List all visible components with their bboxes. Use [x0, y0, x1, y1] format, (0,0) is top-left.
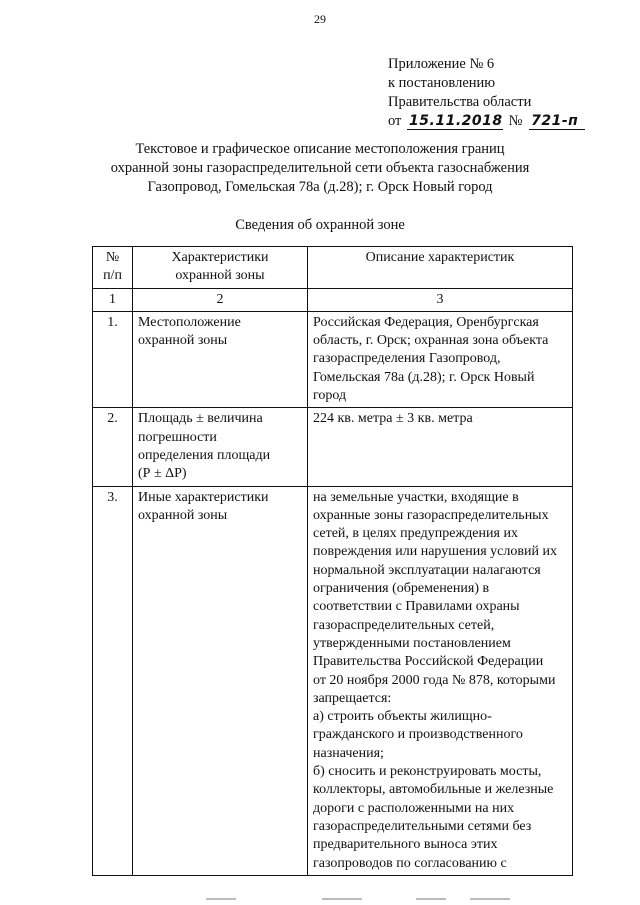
column-number-row [93, 288, 573, 311]
text-line: охранной зоны [138, 507, 228, 523]
header-description: Описание характеристик [308, 247, 573, 289]
scan-mark [206, 898, 236, 900]
text-line: Российская Федерация, Оренбургская [313, 314, 539, 330]
scan-mark [322, 898, 362, 900]
text-line: газораспределительными сетями без [313, 818, 532, 834]
text-line: погрешности [138, 429, 217, 445]
scan-mark [470, 898, 510, 900]
text-line: город [313, 388, 347, 404]
text-line: газопроводов по согласованию с [313, 855, 507, 871]
col-number-3: 3 [308, 288, 573, 311]
text-line: область, г. Орск; охранная зона объекта [313, 333, 549, 349]
header-characteristics [133, 247, 308, 289]
text-line: а) строить объекты жилищно- [313, 709, 492, 725]
table-row [93, 408, 573, 486]
header-char-line-2: охранной зоны [175, 268, 265, 284]
text-line: Местоположение [138, 314, 241, 330]
handwritten-number: 721-п [529, 113, 585, 130]
text-line: запрещается: [313, 690, 392, 706]
text-line: Иные характеристики [138, 489, 269, 505]
text-line: б) сносить и реконструировать мосты, [313, 764, 542, 780]
row-characteristic [133, 486, 308, 875]
text-line: гражданского и производственного [313, 727, 523, 743]
appendix-line-2: к постановлению [388, 75, 496, 91]
date-prefix: от [388, 113, 402, 129]
row-num: 2. [93, 408, 133, 486]
row-num: 1. [93, 311, 133, 407]
text-line: дороги с расположенными на них [313, 800, 515, 816]
appendix-date-line [388, 112, 585, 131]
text-line: (Р ± ΔР) [138, 466, 187, 482]
title-line-3: Газопровод, Гомельская 78а (д.28); г. Орск Новый город [147, 179, 493, 195]
section-subtitle: Сведения об охранной зоне [235, 217, 405, 233]
text-line: предварительного выноса этих [313, 837, 498, 853]
table-row [93, 311, 573, 407]
header-num-line-1: № [105, 250, 120, 265]
handwritten-date: 15.11.2018 [409, 113, 503, 129]
text-line: от 20 ноября 2000 года № 878, которыми [313, 672, 556, 688]
title-line-2: охранной зоны газораспределительной сети объекта газоснабжения [110, 160, 530, 176]
text-line: соответствии с Правилами охраны [313, 599, 520, 615]
row-characteristic [133, 408, 308, 486]
header-num-line-2: п/п [103, 268, 122, 284]
appendix-line-3: Правительства области [388, 94, 532, 110]
row-description [308, 486, 573, 875]
number-label: № [508, 113, 523, 129]
col-number-1: 1 [93, 288, 133, 311]
table-row [93, 486, 573, 875]
text-line: сетей, в целях предупреждения их [313, 526, 518, 542]
text-line: повреждения или нарушения условий их [313, 544, 557, 560]
row-characteristic [133, 311, 308, 407]
document-title [60, 140, 580, 197]
text-line: Площадь ± величина [138, 411, 263, 427]
appendix-line-1: Приложение № 6 [388, 56, 495, 72]
protection-zone-table [92, 246, 573, 876]
row-description [308, 408, 573, 486]
header-char-line-1: Характеристики [171, 250, 269, 265]
row-num: 3. [93, 486, 133, 875]
scan-footer-marks [0, 895, 640, 905]
appendix-block [388, 55, 585, 131]
table-header-row [93, 247, 573, 289]
text-line: ограничения (обременения) в [313, 581, 490, 597]
text-line: газораспределительных сетей, [313, 617, 495, 633]
scan-mark [416, 898, 446, 900]
text-line: назначения; [313, 745, 384, 761]
header-num [93, 247, 133, 289]
text-line: газораспределения Газопровод, [313, 351, 501, 367]
text-line: определения площади [138, 447, 271, 463]
text-line: на земельные участки, входящие в [313, 489, 519, 505]
text-line: нормальной эксплуатации налагаются [313, 562, 541, 578]
text-line: Правительства Российской Федерации [313, 654, 544, 670]
page-number: 29 [314, 12, 326, 26]
text-line: 224 кв. метра ± 3 кв. метра [313, 411, 473, 427]
text-line: Гомельская 78а (д.28); г. Орск Новый [313, 369, 535, 385]
text-line: коллекторы, автомобильные и железные [313, 782, 554, 798]
text-line: охранные зоны газораспределительных [313, 507, 549, 523]
text-line: охранной зоны [138, 333, 228, 349]
row-description [308, 311, 573, 407]
col-number-2: 2 [133, 288, 308, 311]
text-line: утвержденными постановлением [313, 635, 511, 651]
title-line-1: Текстовое и графическое описание местоположения границ [135, 141, 505, 157]
